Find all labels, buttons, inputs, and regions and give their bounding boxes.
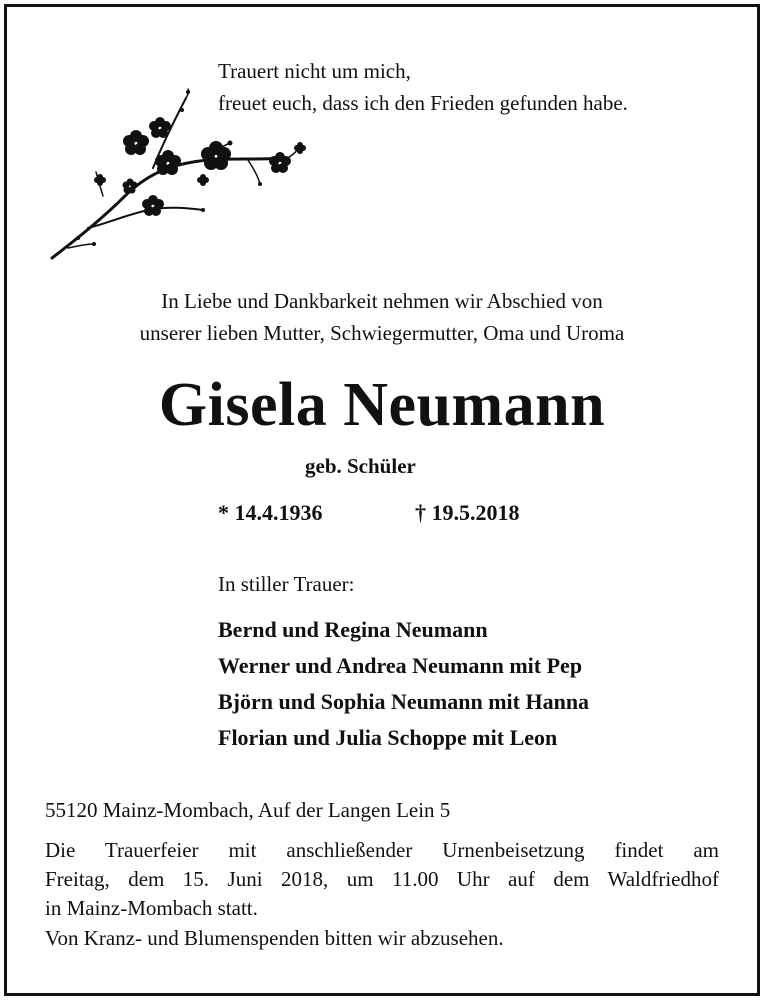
mourners-label: In stiller Trauer:	[218, 572, 355, 596]
closing-note: Von Kranz- und Blumenspenden bitten wir abzusehen.	[45, 926, 504, 950]
deceased-name: Gisela Neumann	[158, 371, 606, 439]
motto-line-2: freuet euch, dass ich den Frieden gefunden habe.	[218, 91, 628, 115]
ceremony-notice	[45, 836, 719, 923]
mourner-family: Werner und Andrea Neumann mit Pep	[218, 653, 583, 678]
intro-text	[0, 285, 764, 349]
blossom-branch-icon	[48, 88, 308, 263]
mourner-family: Florian und Julia Schoppe mit Leon	[218, 725, 558, 750]
ceremony-line-2: Freitag, dem 15. Juni 2018, um 11.00 Uhr auf dem Waldfriedhof	[45, 867, 719, 891]
ceremony-line-1: Die Trauerfeier mit anschließender Urnenbeisetzung findet am	[45, 838, 719, 862]
death-date: † 19.5.2018	[415, 500, 520, 525]
intro-line-1: In Liebe und Dankbarkeit nehmen wir Abschied von	[161, 289, 603, 313]
mourners-list	[218, 612, 589, 756]
motto-line-1: Trauert nicht um mich,	[218, 59, 411, 83]
mourner-family: Björn und Sophia Neumann mit Hanna	[218, 689, 590, 714]
mourner-family: Bernd und Regina Neumann	[218, 617, 488, 642]
ceremony-line-3: in Mainz-Mombach statt.	[45, 896, 258, 920]
birth-date: * 14.4.1936	[218, 500, 323, 525]
birth-name: geb. Schüler	[305, 454, 416, 478]
intro-line-2: unserer lieben Mutter, Schwiegermutter, Oma und Uroma	[139, 321, 625, 345]
family-address: 55120 Mainz-Mombach, Auf der Langen Lein 5	[45, 798, 451, 822]
